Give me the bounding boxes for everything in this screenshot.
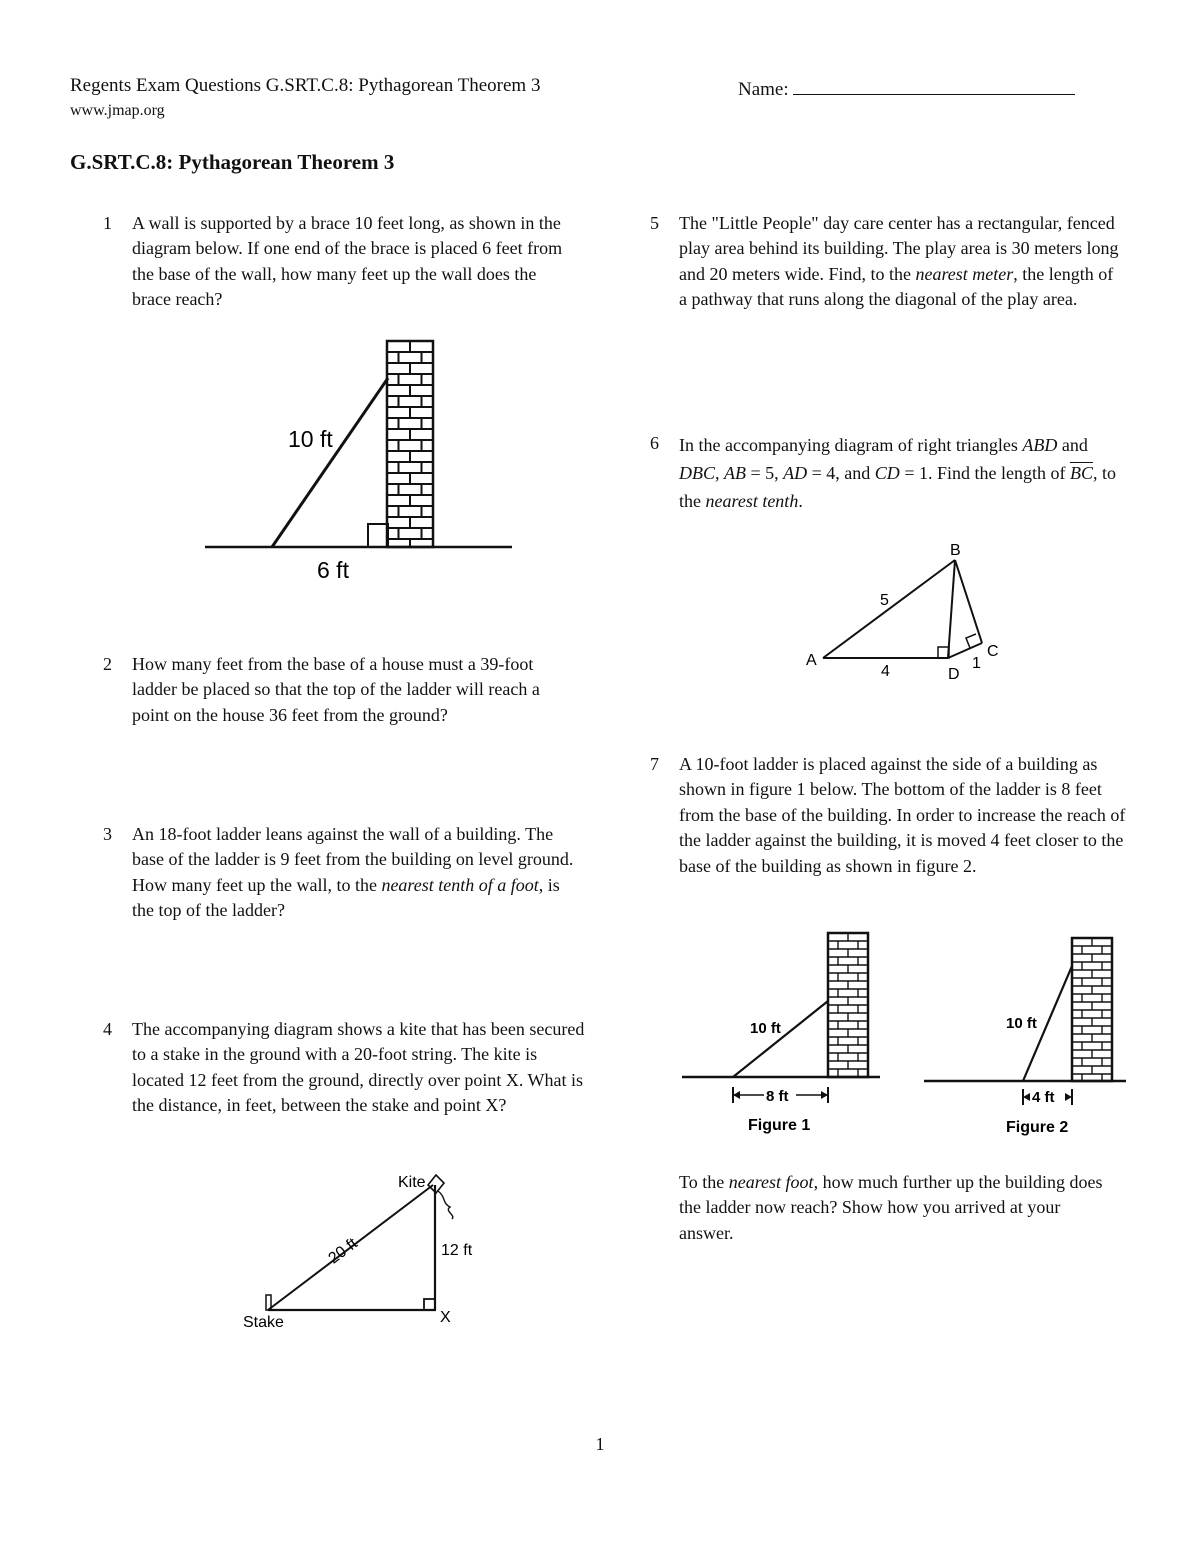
text-part: = 4, and	[807, 463, 875, 483]
page-title: G.SRT.C.8: Pythagorean Theorem 3	[70, 150, 395, 174]
figure-caption: Figure 2	[1006, 1119, 1069, 1136]
text-part: and	[1057, 435, 1088, 455]
question-text: The accompanying diagram shows a kite that has been secured to a stake in the ground with a 20-foot string. The kite is located 12 feet from the ground, directly over point X. What is the distance, in feet, between the stake and point X?	[132, 1019, 585, 1116]
ladder-figure-1	[680, 925, 890, 1140]
question-number: 7	[650, 754, 659, 774]
figure-caption: Figure 1	[748, 1117, 811, 1134]
question-text: A wall is supported by a brace 10 feet long, as shown in the diagram below. If one end of the brace is placed 6 feet from the base of the wall, how many feet up the wall does the brace reach?	[132, 213, 563, 310]
ladder-figure-2	[922, 930, 1132, 1145]
question-text	[679, 431, 1129, 515]
header-website: www.jmap.org	[70, 102, 165, 119]
question-text: A 10-foot ladder is placed against the side of a building as shown in figure 1 below. The bottom of the ladder is 8 feet from the base of the building. In order to increase the reach of the ladder against the building, it is moved 4 feet closer to the base of the building as shown in figure 2.	[679, 754, 1126, 876]
question-number: 3	[103, 824, 112, 844]
text-part: , the length of a pathway that runs along the diagonal of the play area.	[679, 263, 1114, 310]
emphasis-text: nearest tenth of a foot	[381, 874, 539, 895]
name-blank-line[interactable]	[793, 74, 1075, 95]
kite-diagram	[230, 1165, 490, 1335]
right-angle-marker	[424, 1299, 435, 1310]
text-part: = 1. Find the length of	[899, 463, 1070, 483]
header-title: Regents Exam Questions G.SRT.C.8: Pythagorean Theorem 3	[70, 75, 541, 96]
height-label: 12 ft	[441, 1242, 473, 1259]
cd-length-label: 1	[972, 655, 981, 672]
ladder-label: 10 ft	[1006, 1015, 1037, 1032]
string-label: 20 ft	[325, 1235, 361, 1268]
text-part: ,	[715, 463, 724, 483]
emphasis-text: nearest foot	[728, 1172, 814, 1192]
kite-label: Kite	[398, 1174, 426, 1191]
base-label: 6 ft	[317, 557, 349, 583]
stake-label: Stake	[243, 1314, 284, 1331]
brace-line	[272, 378, 388, 547]
question-text	[679, 211, 1119, 313]
ab-length-label: 5	[880, 592, 889, 609]
name-label: Name:	[738, 79, 789, 100]
segment-cd: CD	[874, 463, 900, 483]
question-number: 6	[650, 433, 659, 453]
segment-bc: $\overline{BC}$	[1069, 463, 1093, 483]
question-number: 4	[103, 1019, 112, 1039]
emphasis-text: nearest meter	[915, 263, 1014, 284]
text-part: , is the top of the ladder?	[132, 874, 560, 921]
emphasis-text: nearest tenth	[705, 491, 799, 511]
point-x-label: X	[440, 1309, 451, 1326]
question-7-followup	[679, 1170, 1119, 1246]
kite-tail-icon	[438, 1191, 453, 1219]
base-label: 4 ft	[1032, 1089, 1055, 1106]
question-text	[132, 822, 577, 924]
question-number: 1	[103, 213, 112, 233]
right-angle-marker	[368, 524, 388, 547]
question-number: 5	[650, 213, 659, 233]
text-part: , to the	[679, 463, 1116, 511]
page-number: 1	[595, 1434, 605, 1454]
text-part: In the accompanying diagram of right triangles	[679, 435, 1023, 455]
text-part: The "Little People" day care center has a rectangular, fenced play area behind its building. The play area is 30 meters long and 20 meters wide. Find, to the	[679, 213, 1119, 284]
vertex-d-label: D	[948, 666, 960, 683]
brace-label: 10 ft	[288, 426, 333, 452]
segment-ab-line	[823, 560, 955, 658]
vertex-c-label: C	[987, 643, 999, 660]
ladder-line	[733, 1001, 828, 1077]
segment-bd-line	[948, 560, 955, 658]
triangle-abd: ABD	[1022, 435, 1058, 455]
segment-ad: AD	[783, 463, 808, 483]
base-label: 8 ft	[766, 1088, 789, 1105]
text-part: = 5,	[746, 463, 784, 483]
triangle-dbc: DBC	[679, 463, 715, 483]
text-part: An 18-foot ladder leans against the wall of a building. The base of the ladder is 9 feet from the building on level ground. How many feet up the wall, to the	[132, 824, 574, 895]
segment-bc-line	[955, 560, 982, 643]
text-part: .	[798, 491, 803, 511]
segment-ab: AB	[724, 463, 746, 483]
stake-icon	[266, 1295, 271, 1310]
ad-length-label: 4	[881, 663, 890, 680]
question-text: How many feet from the base of a house must a 39-foot ladder be placed so that the top of the ladder will reach a point on the house 36 feet from the ground?	[132, 654, 540, 725]
name-field[interactable]	[738, 74, 1075, 101]
vertex-a-label: A	[806, 652, 817, 669]
ladder-label: 10 ft	[750, 1020, 781, 1037]
text-part: To the	[679, 1172, 729, 1192]
brace-wall-diagram	[200, 335, 520, 590]
question-number: 2	[103, 654, 112, 674]
text-part: , how much further up the building does the ladder now reach? Show how you arrived at your answer.	[679, 1172, 1103, 1243]
triangles-abd-dbc-diagram	[795, 535, 1025, 685]
vertex-b-label: B	[950, 542, 961, 559]
brick-wall	[387, 341, 433, 547]
